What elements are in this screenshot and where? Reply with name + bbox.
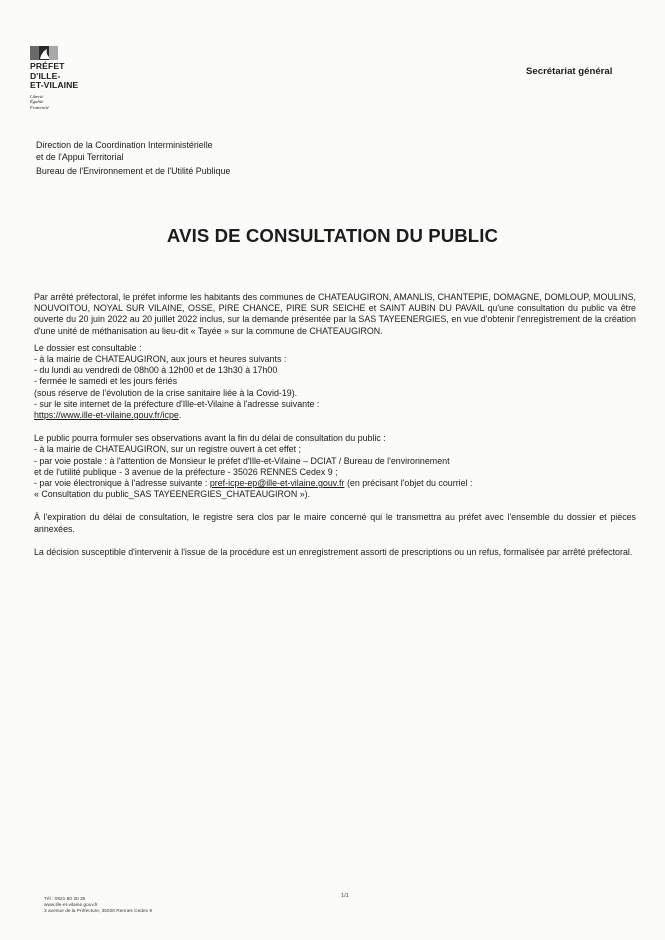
expiration-paragraph: À l'expiration du délai de consultation, le registre sera clos par le maire concerné qui le transmettra au préfet avec l'ensemble du dossier et pièces annexées. xyxy=(34,512,636,534)
secretariat-label: Secrétariat général xyxy=(526,66,613,77)
observations-postale: - par voie postale : à l'attention de Monsieur le préfet d'Ille-et-Vilaine – DCIAT / Bureau de l'environnement xyxy=(34,455,450,466)
page-number: 1/1 xyxy=(341,893,349,899)
direction-block xyxy=(36,140,230,178)
footer-contact xyxy=(44,897,152,916)
decision-paragraph: La décision susceptible d'intervenir à l'issue de la procédure est un enregistrement assorti de prescriptions ou un refus, formalisée par arrêté préfectoral. xyxy=(34,546,633,557)
electronique-suffix: (en précisant l'objet du courriel : xyxy=(344,478,473,489)
url-suffix: . xyxy=(178,410,182,421)
dossier-url-line xyxy=(34,410,636,421)
observations-heading: Le public pourra formuler ses observations avant la fin du délai de consultation du public : xyxy=(34,433,386,444)
dossier-mairie: - à la mairie de CHATEAUGIRON, aux jours et heures suivants : xyxy=(34,354,287,365)
republic-motto xyxy=(30,94,94,110)
notice-body xyxy=(34,292,636,558)
observations-electronique xyxy=(34,478,636,489)
direction-line: et de l'Appui Territorial xyxy=(36,151,124,162)
footer-phone: Tél : 0821 80 30 35 xyxy=(44,897,86,902)
motto-line: Égalité xyxy=(30,99,44,105)
bureau-line: Bureau de l'Environnement et de l'Utilité Publique xyxy=(36,166,231,177)
prefecture-icpe-link[interactable]: https://www.ille-et-vilaine.gouv.fr/icpe xyxy=(34,410,179,421)
observations-postale-address: et de l'utilité publique - 3 avenue de la préfecture - 35026 RENNES Cedex 9 ; xyxy=(34,466,338,477)
motto-line: Fraternité xyxy=(30,104,49,110)
email-link[interactable]: pref-icpe-ep@ille-et-vilaine.gouv.fr xyxy=(209,478,345,489)
intro-paragraph: Par arrêté préfectoral, le préfet informe les habitants des communes de CHATEAUGIRON, AMANLIS, CHANTEPIE, DOMAGNE, DOMLOUP, MOULINS, NOUVOITOU, NOYAL SUR VILAINE, OSSE, PIRE CHANCE, PIRE SUR SEICHE et SAINT AUBIN DU PAVAIL qu'une consultation du public va être ouverte du 20 juin 2022 au 20 juillet 2022 inclus, sur la demande présentée par la SAS TAYEENERGIES, en vue d'obtenir l'enregistrement de la création d'une unité de méthanisation au lieu-dit « Tayée » sur la commune de CHATEAUGIRON. xyxy=(34,292,636,336)
observations-registre: - à la mairie de CHATEAUGIRON, sur un registre ouvert à cet effet ; xyxy=(34,444,302,455)
electronique-prefix: - par voie électronique à l'adresse suivante : xyxy=(34,478,210,489)
observations-objet: « Consultation du public_SAS TAYEENERGIES_CHATEAUGIRON »). xyxy=(34,489,311,500)
dossier-internet: - sur le site internet de la préfecture d'Ille-et-Vilaine à l'adresse suivante : xyxy=(34,398,320,409)
page-title: AVIS DE CONSULTATION DU PUBLIC xyxy=(166,225,499,246)
dossier-heading: Le dossier est consultable : xyxy=(34,342,142,353)
logo-line: PRÉFET xyxy=(30,61,65,71)
prefet-logo xyxy=(30,46,94,110)
logo-line: ET-VILAINE xyxy=(30,80,79,91)
logo-line: D'ILLE- xyxy=(30,70,61,81)
marianne-icon xyxy=(30,46,58,60)
motto-line: Liberté xyxy=(30,93,44,99)
direction-line: Direction de la Coordination Interministérielle xyxy=(36,140,213,150)
dossier-hours-closed: - fermée le samedi et les jours fériés xyxy=(34,376,178,387)
dossier-reserve: (sous réserve de l'évolution de la crise sanitaire liée à la Covid-19). xyxy=(34,387,298,398)
footer-address: 3 avenue de la Préfecture, 35026 Rennes Cedex 9 xyxy=(44,909,153,915)
dossier-hours-weekdays: - du lundi au vendredi de 08h00 à 12h00 et de 13h30 à 17h00 xyxy=(34,365,278,376)
footer-website: www.ille-et-vilaine.gouv.fr xyxy=(44,903,98,909)
